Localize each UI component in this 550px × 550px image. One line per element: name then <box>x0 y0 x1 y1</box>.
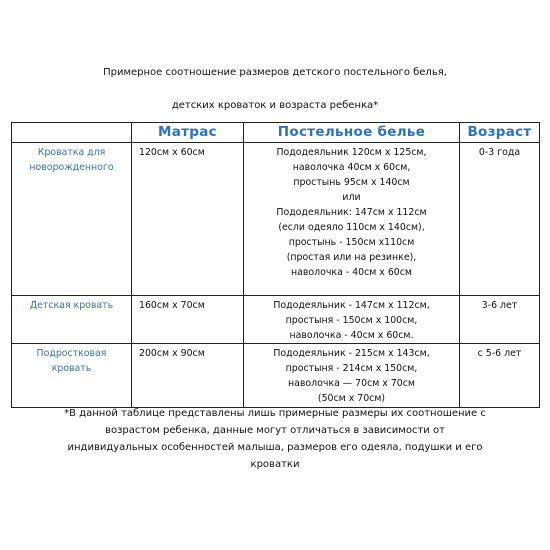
bedding-line: Пододеяльник 120см х 125см, <box>276 147 427 158</box>
bedding-line: Пододеяльник - 147см х 112см, <box>273 300 430 311</box>
header-bedding: Постельное белье <box>244 123 460 143</box>
row-category <box>12 344 132 408</box>
bedding-line: (простая или на резинке), <box>286 252 417 263</box>
row-age: 0-3 года <box>460 143 540 296</box>
row-mattress: 200см х 90см <box>132 344 244 408</box>
bedding-line: Пододеяльник: 147см х 112см <box>276 207 427 218</box>
bedding-line: или <box>342 192 361 203</box>
category-line: новорожденного <box>29 162 114 173</box>
bedding-line: наволочка - 40см х 60см <box>291 267 412 278</box>
table-row <box>12 344 540 408</box>
bedding-line: Пододеяльник - 215см х 143см, <box>273 348 430 359</box>
row-mattress: 120см х 60см <box>132 143 244 296</box>
row-age: с 5-6 лет <box>460 344 540 408</box>
bedding-line: наволочка - 40см х 60см. <box>289 330 414 341</box>
footnote <box>12 405 538 473</box>
row-bedding <box>244 344 460 408</box>
row-mattress: 160см х 70см <box>132 296 244 344</box>
footnote-line: возрастом ребенка, данные могут отличаться в зависимости от <box>105 425 445 436</box>
row-bedding <box>244 296 460 344</box>
header-age: Возраст <box>460 123 540 143</box>
row-age: 3-6 лет <box>460 296 540 344</box>
footnote-line: кроватки <box>250 459 300 470</box>
header-mattress: Матрас <box>132 123 244 143</box>
bedding-line: простынь 95см х 140см <box>293 177 410 188</box>
table-row <box>12 296 540 344</box>
document-title-line-1: Примерное соотношение размеров детского постельного белья, <box>103 67 447 78</box>
footnote-line: индивидуальных особенностей малыша, размеров его одеяла, подушки и его <box>67 442 483 453</box>
bedding-line: простыня - 150см х 100см, <box>285 315 418 326</box>
footnote-line: *В данной таблице представлены лишь примерные размеры их соотношение с <box>64 408 486 419</box>
table-row <box>12 143 540 296</box>
row-bedding <box>244 143 460 296</box>
bedding-line: простыня - 214см х 150см, <box>285 363 418 374</box>
category-line: Кроватка для <box>37 147 106 158</box>
bedding-line: наволочка — 70см х 70см <box>288 378 415 389</box>
size-table <box>11 122 540 408</box>
bedding-line: (если одеяло 110см х 140см), <box>278 222 425 233</box>
bedding-line: (50см х 70см) <box>317 393 386 404</box>
header-empty-cell <box>12 123 132 143</box>
row-category <box>12 143 132 296</box>
bedding-line: наволочка 40см х 60см, <box>292 162 411 173</box>
document-title-line-2: детских кроваток и возраста ребенка* <box>171 100 379 111</box>
bedding-line: простынь - 150см х110см <box>288 237 415 248</box>
table-header-row <box>12 123 540 143</box>
row-category <box>12 296 132 344</box>
category-line: Детская кровать <box>29 300 114 311</box>
category-line: Подростковая <box>36 348 107 359</box>
category-line: кровать <box>51 363 92 374</box>
